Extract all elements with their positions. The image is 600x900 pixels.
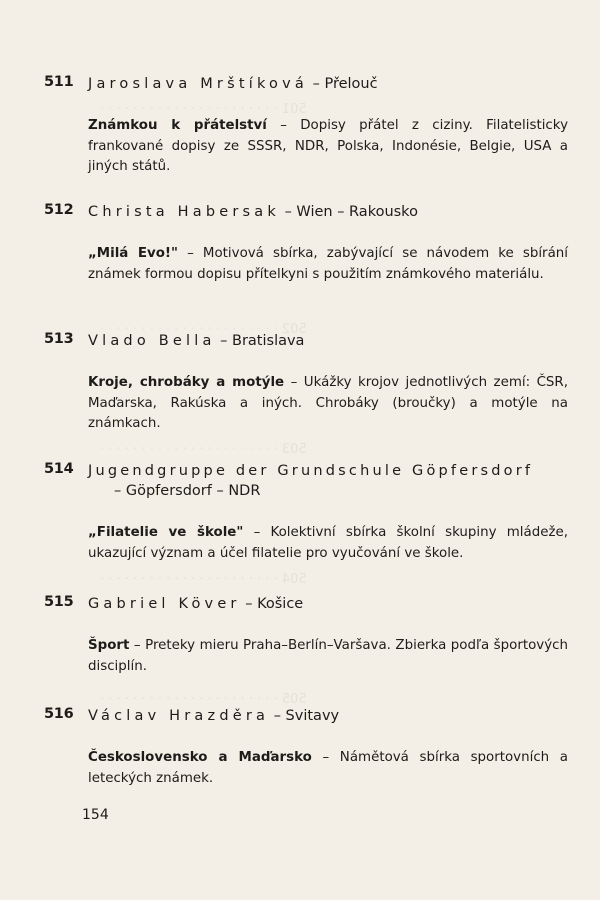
collection-description: – Motivová sbírka, zabývající se návodem ke sbírání známek formou dopisu přítelkyni s použitím známkového materiálu. (88, 246, 568, 282)
entry-heading (88, 202, 568, 222)
entry-heading (88, 74, 568, 94)
exhibitor-place: – Göpfersdorf – NDR (114, 483, 261, 499)
entry-description (88, 116, 568, 178)
collection-description: – Dopisy přátel z ciziny. Filatelisticky frankované dopisy ze SSSR, NDR, Polska, Indonésie, Belgie, USA a jiných států. (88, 118, 568, 174)
entry-heading (88, 594, 568, 614)
entry-number: 512 (44, 202, 74, 218)
entry-number: 514 (44, 461, 74, 477)
collection-title: Československo a Maďarsko (88, 750, 312, 765)
exhibitor-place: – Wien – Rakousko (284, 204, 418, 220)
exhibitor-name: Vlado Bella (88, 333, 216, 349)
exhibitor-name: Jugendgruppe der Grundschule Göpfersdorf (88, 463, 534, 479)
entry-description (88, 748, 568, 789)
entry-description (88, 373, 568, 435)
catalog-entry (44, 706, 568, 789)
catalog-entry (44, 594, 568, 677)
catalog-entry (44, 202, 568, 285)
entry-number: 513 (44, 331, 74, 347)
collection-description: – Ukážky krojov jednotlivých zemí: ČSR, Maďarska, Rakúska a iných. Chrobáky (broučky) a motýle na známkach. (88, 375, 568, 431)
exhibitor-name: Christa Habersak (88, 204, 280, 220)
collection-title: „Milá Evo!" (88, 246, 179, 261)
page-number: 154 (82, 807, 109, 823)
collection-title: Známkou k přátelství (88, 118, 267, 133)
exhibitor-place: – Košice (245, 596, 304, 612)
exhibitor-place: – Bratislava (220, 333, 305, 349)
entry-number: 515 (44, 594, 74, 610)
collection-title: Kroje, chrobáky a motýle (88, 375, 285, 390)
collection-description: – Kolektivní sbírka školní skupiny mládeže, ukazující význam a účel filatelie pro vyučování ve škole. (88, 525, 568, 561)
exhibitor-place: – Svitavy (273, 708, 340, 724)
exhibitor-place: – Přelouč (312, 76, 378, 92)
exhibitor-name: Gabriel Köver (88, 596, 241, 612)
entry-number: 516 (44, 706, 74, 722)
catalog-entry (44, 461, 568, 564)
entry-description (88, 523, 568, 564)
bleed-through-text: 501 · · · · · · · · · · · · · · · · · · · · · · 502 · · · · · · · · · · · · · · · · · · · · · · 503 · · · · · · · · · · · · · · · · · · · · · · 504 · · · · · · · · · · · · · · · · · · · · · · 505 · · · · · · · · · · · · · · · · · · · · · · (100, 102, 307, 707)
exhibitor-name: Václav Hrazděra (88, 708, 270, 724)
entry-description (88, 636, 568, 677)
entry-heading (88, 331, 568, 351)
entry-heading (88, 461, 568, 501)
catalog-entry (44, 74, 568, 178)
collection-title: „Filatelie ve škole" (88, 525, 244, 540)
catalog-entry (44, 331, 568, 435)
collection-description: – Preteky mieru Praha–Berlín–Varšava. Zbierka podľa športových disciplín. (88, 638, 568, 674)
exhibitor-name: Jaroslava Mrštíková (88, 76, 308, 92)
collection-description: – Námětová sbírka sportovních a leteckých známek. (88, 750, 568, 786)
entry-number: 511 (44, 74, 74, 90)
entry-heading (88, 706, 568, 726)
entry-description (88, 244, 568, 285)
collection-title: Šport (88, 638, 130, 653)
